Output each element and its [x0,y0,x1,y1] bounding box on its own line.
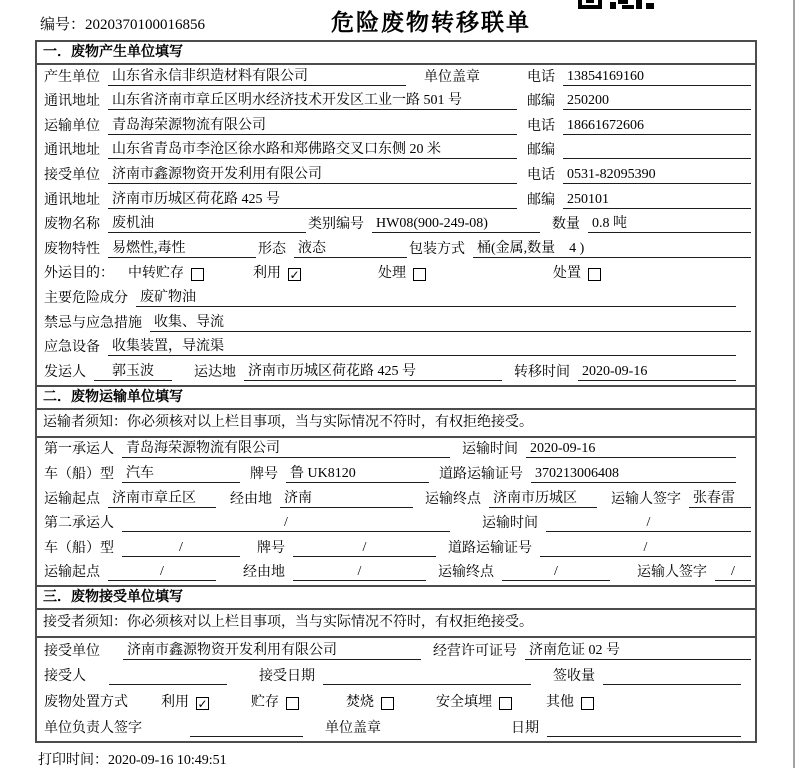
disposal-storage-label: 贮存 [251,695,279,711]
route-start-2-label: 运输起点 [44,565,100,581]
row-transfer-purpose [37,262,755,287]
destination-label: 运达地 [194,364,236,380]
disposal-option-other [546,691,594,711]
producer-address-label: 通讯地址 [44,94,100,110]
receiver-zip-value: 250101 [563,192,751,209]
disposal-method-label: 废物处置方式 [44,695,128,711]
section-producer [37,42,755,385]
row-emergency-equipment [37,336,755,361]
emergency-equipment-value: 收集装置，导流渠 [108,335,736,356]
print-time-line [38,749,227,768]
row-responsible-signature [37,715,755,741]
row-transport-address [37,139,755,164]
carrier-signature-label: 运输人签字 [611,491,681,507]
producer-unit-label: 产生单位 [44,69,100,85]
emergency-equipment-label: 应急设备 [44,340,100,356]
print-time-value: 2020-09-16 10:49:51 [108,753,227,768]
purpose-storage-label: 中转贮存 [128,266,184,282]
disposal-landfill-label: 安全填埋 [436,695,492,711]
serial-value: 2020370100016856 [85,17,206,33]
quantity-value: 0.8 吨 [588,212,751,233]
packing-value: 桶(金属,数量 4 ) [473,237,751,258]
receiving-unit-value: 济南市鑫源物资开发利用有限公司 [123,639,421,660]
transport-address-value: 山东省青岛市李沧区徐水路和郑佛路交叉口东侧 20 米 [108,138,517,159]
transport-address-label: 通讯地址 [44,143,100,159]
route-via-2-value: / [293,564,426,581]
road-permit-2-value: / [540,540,751,557]
row-vehicle-type-1 [37,462,755,487]
sender-value: 郭玉波 [94,360,172,381]
transport-time-2-label: 运输时间 [482,516,538,532]
transport-zip-label: 邮编 [527,143,555,159]
row-vehicle-type-2 [37,536,755,561]
receiver-unit-value: 济南市鑫源物资开发利用有限公司 [108,163,517,184]
checkmark-icon: ✓ [197,696,208,711]
transport-time-label: 运输时间 [462,442,518,458]
form-state-label: 形态 [258,241,286,257]
receiver-unit-label: 接受单位 [44,167,100,183]
receiver-address-value: 济南市历城区荷花路 425 号 [108,188,517,209]
disposal-use-checkbox [196,697,209,710]
category-code-value: HW08(900-249-08) [372,216,540,233]
transport-unit-label: 运输单位 [44,118,100,134]
unit-stamp-2-label: 单位盖章 [325,720,381,736]
transfer-purpose-label: 外运目的： [44,266,114,282]
category-code-label: 类别编号 [308,217,364,233]
waste-name-label: 废物名称 [44,217,100,233]
row-taboo-measures [37,311,755,336]
receiver-notice [37,610,755,638]
plate-number-2-value: / [293,540,436,557]
row-producer-unit [37,65,755,90]
purpose-use-checkbox [288,268,301,281]
receiver-notice-label: 接受者须知： [43,615,127,631]
transport-phone-label: 电话 [527,118,555,134]
row-producer-address [37,90,755,115]
route-end-value: 济南市历城区 [489,487,597,508]
waste-traits-value: 易燃性,毒性 [108,237,256,258]
disposal-option-use [161,691,251,711]
serial-label: 编号： [40,17,86,33]
disposal-incinerate-checkbox [381,697,394,710]
first-carrier-value: 青岛海荣源物流有限公司 [122,437,450,458]
row-route-1 [37,487,755,512]
taboo-measures-value: 收集、导流 [150,311,751,332]
license-number-label: 经营许可证号 [433,643,517,659]
hazard-components-value: 废矿物油 [136,286,736,307]
purpose-treat-label: 处理 [378,266,406,282]
purpose-treat-checkbox [413,268,426,281]
waste-traits-label: 废物特性 [44,241,100,257]
receiver-phone-label: 电话 [527,167,555,183]
hazard-components-label: 主要危险成分 [44,290,128,306]
serial-number-line [40,13,205,34]
receiver-phone-value: 0531-82095390 [563,167,751,184]
destination-value: 济南市历城区荷花路 425 号 [244,360,502,381]
transporter-notice-label: 运输者须知： [43,414,127,430]
page-title: 危险废物转移联单 [331,10,531,35]
responsible-signature-value [190,720,303,737]
row-disposal-method [37,689,755,715]
purpose-option-treat [378,262,553,282]
receiving-unit-label: 接受单位 [44,643,100,659]
transfer-time-label: 转移时间 [514,364,570,380]
carrier-signature-2-label: 运输人签字 [637,565,707,581]
form-table [35,40,757,743]
producer-phone-label: 电话 [527,69,555,85]
form-state-value: 液态 [294,237,407,258]
producer-unit-value: 山东省永信非织造材料有限公司 [108,65,406,86]
purpose-use-label: 利用 [253,266,281,282]
row-waste-name [37,213,755,238]
disposal-use-label: 利用 [161,695,189,711]
purpose-option-storage [122,262,253,282]
row-waste-traits [37,237,755,262]
producer-zip-label: 邮编 [527,94,555,110]
carrier-signature-2-value: / [715,564,751,581]
disposal-other-label: 其他 [546,695,574,711]
disposal-incinerate-label: 焚烧 [346,695,374,711]
section-receiver [37,585,755,740]
transporter-notice [37,410,755,438]
disposal-option-incinerate [346,691,436,711]
section-transport [37,385,755,586]
disposal-storage-checkbox [286,697,299,710]
license-number-value: 济南危证 02 号 [525,639,751,660]
route-via-value: 济南 [280,487,413,508]
section-transport-heading: 二．废物运输单位填写 [37,387,755,410]
vehicle-type-label: 车（船）型 [44,466,114,482]
second-carrier-label: 第二承运人 [44,516,114,532]
transport-unit-value: 青岛海荣源物流有限公司 [108,114,517,135]
plate-number-value: 鲁 UK8120 [286,462,429,483]
second-carrier-value: / [122,515,450,532]
carrier-signature-value: 张春雷 [689,487,751,508]
row-receiver-person [37,664,755,690]
vehicle-type-2-label: 车（船）型 [44,540,114,556]
road-permit-label: 道路运输证号 [439,466,523,482]
section-receiver-heading: 三．废物接受单位填写 [37,587,755,610]
road-permit-2-label: 道路运输证号 [448,540,532,556]
row-receiver-address [37,188,755,213]
disposal-option-storage [251,691,346,711]
plate-number-2-label: 牌号 [257,540,285,556]
receiver-address-label: 通讯地址 [44,192,100,208]
transport-zip-value [563,142,751,159]
row-hazard-components [37,286,755,311]
disposal-other-checkbox [581,697,594,710]
packing-label: 包装方式 [409,241,465,257]
receiver-person-value [109,668,227,685]
receiver-zip-label: 邮编 [527,192,555,208]
route-via-label: 经由地 [230,491,272,507]
date-value [547,720,741,737]
responsible-signature-label: 单位负责人签字 [44,720,142,736]
vehicle-type-value: 汽车 [122,462,240,483]
road-permit-value: 370213006408 [531,466,736,483]
disposal-option-landfill [436,691,546,711]
page-edge-divider [793,0,795,768]
waste-name-value: 废机油 [108,212,306,233]
purpose-dispose-checkbox [588,268,601,281]
purpose-option-dispose [553,262,601,282]
transport-time-value: 2020-09-16 [526,441,736,458]
disposal-landfill-checkbox [499,697,512,710]
route-via-2-label: 经由地 [243,565,285,581]
row-first-carrier [37,438,755,463]
received-amount-value [603,668,741,685]
sender-label: 发运人 [44,364,86,380]
unit-stamp-label: 单位盖章 [424,69,480,85]
purpose-option-use [253,262,378,282]
transport-phone-value: 18661672606 [563,118,751,135]
receive-date-value [323,668,531,685]
qr-code-icon [578,0,654,9]
row-transport-unit [37,114,755,139]
print-time-label: 打印时间： [38,753,108,768]
receiver-notice-text: 你必须核对以上栏目事项，当与实际情况不符时，有权拒绝接受。 [127,615,533,631]
transporter-notice-text: 你必须核对以上栏目事项，当与实际情况不符时，有权拒绝接受。 [127,414,533,430]
quantity-label: 数量 [552,217,580,233]
vehicle-type-2-value: / [122,540,240,557]
row-second-carrier [37,512,755,537]
row-receiving-unit [37,638,755,664]
receive-date-label: 接受日期 [259,669,315,685]
section-producer-heading: 一．废物产生单位填写 [37,42,755,65]
checkmark-icon: ✓ [289,267,300,282]
row-sender [37,360,755,385]
row-receiver-unit [37,163,755,188]
route-start-value: 济南市章丘区 [108,487,216,508]
producer-phone-value: 13854169160 [563,69,751,86]
row-route-2 [37,561,755,586]
first-carrier-label: 第一承运人 [44,442,114,458]
received-amount-label: 签收量 [553,669,595,685]
date-label: 日期 [511,720,539,736]
transfer-time-value: 2020-09-16 [578,364,736,381]
plate-number-label: 牌号 [250,466,278,482]
purpose-storage-checkbox [191,268,204,281]
producer-zip-value: 250200 [563,93,751,110]
route-start-label: 运输起点 [44,491,100,507]
transport-time-2-value: / [546,515,751,532]
route-start-2-value: / [108,564,216,581]
purpose-dispose-label: 处置 [553,266,581,282]
receiver-person-label: 接受人 [44,669,86,685]
route-end-label: 运输终点 [425,491,481,507]
producer-address-value: 山东省济南市章丘区明水经济技术开发区工业一路 501 号 [108,89,517,110]
route-end-2-label: 运输终点 [438,565,494,581]
route-end-2-value: / [502,564,610,581]
taboo-measures-label: 禁忌与应急措施 [44,315,142,331]
